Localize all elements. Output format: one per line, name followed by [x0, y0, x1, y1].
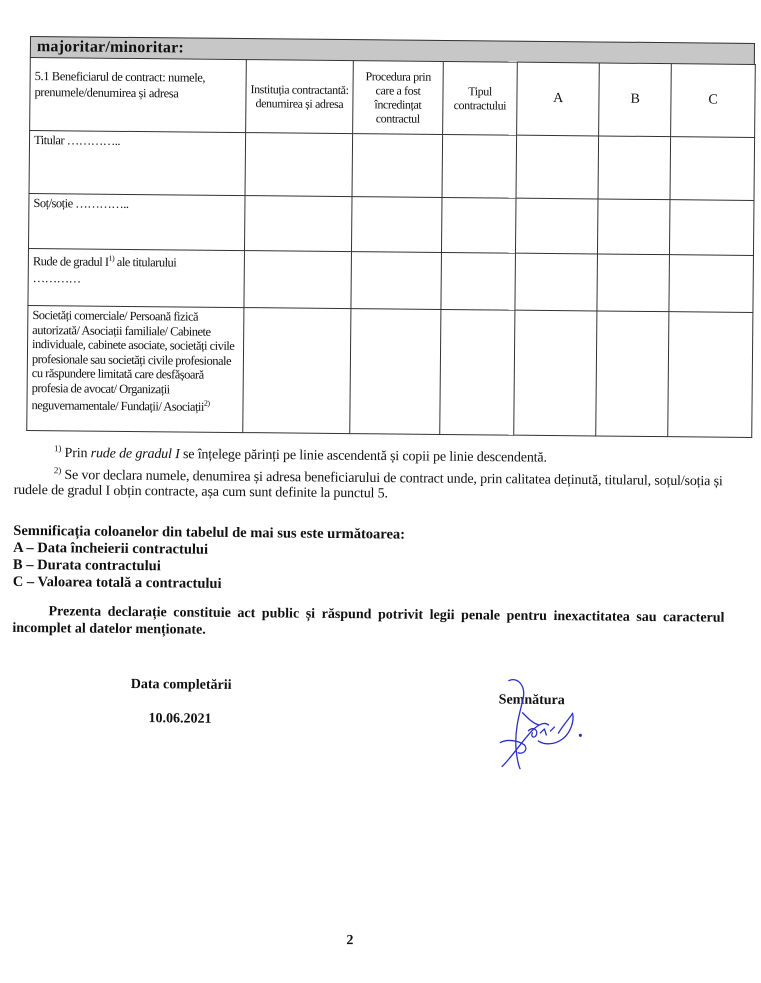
- table-cell: [244, 251, 352, 309]
- legend-item-b: B – Durata contractului: [12, 556, 161, 575]
- legend-title: Semnificația coloanelor din tabelul de mai sus este următoarea:: [13, 522, 406, 543]
- table-cell: [441, 252, 516, 310]
- table-cell: [516, 135, 599, 199]
- table-cell: [441, 197, 516, 253]
- row-label-relatives: Rude de gradul $I^{1)}$ ale titularului …………: [28, 248, 245, 307]
- table-cell: [515, 198, 598, 254]
- table-cell: [244, 196, 352, 252]
- completion-date-label: Data completării: [130, 676, 232, 693]
- table-cell: [598, 136, 671, 200]
- table-cell: [245, 133, 353, 197]
- table-row-relatives: [28, 248, 754, 312]
- table-cell: [243, 308, 351, 434]
- legend-item-c: C – Valoarea totală a contractului: [12, 573, 222, 592]
- table-cell: [442, 134, 517, 198]
- table-cell: [669, 200, 754, 256]
- contracts-table-section: [26, 36, 755, 438]
- table-cell: [351, 252, 442, 310]
- table-cell: [440, 309, 515, 435]
- section-header: majoritar/minoritar:: [30, 36, 755, 64]
- footnote-2: $^{2)}$ Se vor declara numele, denumirea și adresa beneficiarului de contract unde, prin calitatea deținută, titularul, soțul/soția și rudele de gradul I obțin contracte, așa cum sunt definite la punctul 5.: [13, 464, 723, 502]
- legal-statement: Prezenta declarație constituie act public și răspund potrivit legii penale pentru inexactitatea sau caracterul incomplet al datelor menționate.: [12, 604, 725, 638]
- table-cell: [597, 199, 670, 255]
- table-cell: [668, 312, 753, 438]
- page-number: 2: [346, 933, 354, 949]
- table-cell: [670, 137, 755, 201]
- table-header-row: [30, 58, 756, 138]
- contracts-table: [26, 57, 756, 438]
- table-cell: [515, 253, 598, 311]
- footnotes: [14, 440, 755, 506]
- legend-item-a: A – Data încheierii contractului: [13, 539, 209, 558]
- header-col-a: A: [517, 62, 600, 136]
- table-cell: [596, 311, 669, 437]
- header-col-b: B: [599, 63, 672, 137]
- table-cell: [669, 255, 754, 313]
- table-row-spouse: [28, 193, 753, 255]
- header-beneficiary: 5.1 Beneficiarul de contract: numele, prenumele/denumirea și adresa: [30, 58, 247, 133]
- table-cell: [597, 254, 670, 312]
- row-label-companies: Societăți comerciale/ Persoană fizică autorizată/ Asociații familiale/ Cabinete individuale, cabinete asociate, societăți civile profesionale sau societăți civile profesionale cu răspundere limitată care desfășoară profesia de avocat/ Organizații neguvernamentale/ Fundații/ Asociații$^{2)}$: [27, 305, 244, 432]
- footnote-1: $^{1)}$ Prin rude de gradul I se înțelege părinți pe linie ascendentă și copii pe linie descendentă.: [54, 443, 547, 466]
- handwritten-signature-icon: [488, 672, 599, 773]
- row-label-titular: Titular …………..: [29, 131, 246, 196]
- table-cell: [351, 197, 442, 253]
- header-contract-type: Tipul contractului: [443, 61, 518, 135]
- column-legend: [13, 523, 405, 595]
- table-cell: [350, 309, 441, 435]
- header-procedure: Procedura prin care a fost încredințat contractul: [353, 61, 444, 135]
- header-institution: Instituția contractantă: denumirea și adresa: [246, 60, 354, 134]
- header-col-c: C: [671, 64, 756, 138]
- signature-label: Semnătura: [498, 692, 565, 709]
- table-cell: [352, 134, 443, 198]
- table-row-titular: [29, 131, 755, 201]
- row-label-spouse: Soț/soție …………..: [28, 193, 245, 250]
- table-row-companies: [27, 305, 753, 437]
- completion-date-value: 10.06.2021: [148, 711, 212, 727]
- table-cell: [514, 310, 597, 436]
